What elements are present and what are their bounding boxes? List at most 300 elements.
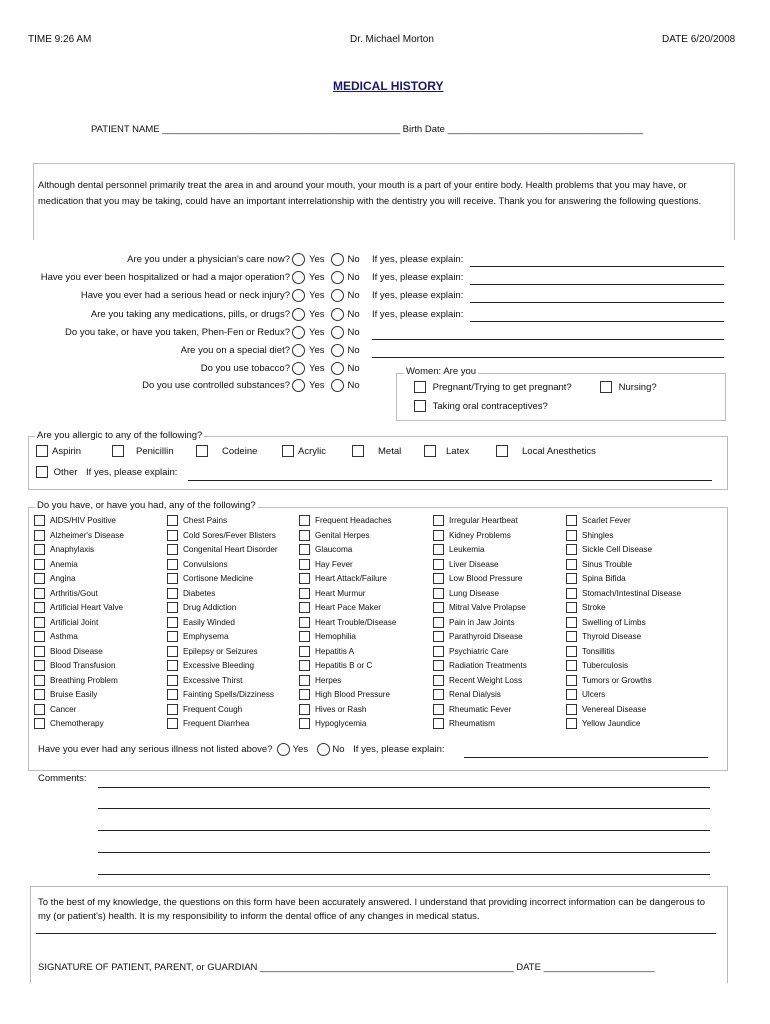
condition-checkbox[interactable] xyxy=(167,602,178,613)
no-label: No xyxy=(347,309,360,321)
condition-checkbox[interactable] xyxy=(566,675,577,686)
nursing-option[interactable] xyxy=(600,381,657,393)
condition-item[interactable] xyxy=(566,617,646,628)
condition-checkbox[interactable] xyxy=(167,544,178,555)
condition-checkbox[interactable] xyxy=(299,689,310,700)
condition-item[interactable] xyxy=(299,675,341,686)
condition-item[interactable] xyxy=(566,704,646,715)
condition-checkbox[interactable] xyxy=(433,602,444,613)
serious-yes-label: Yes xyxy=(292,744,309,756)
condition-checkbox[interactable] xyxy=(433,617,444,628)
condition-item[interactable] xyxy=(566,689,605,700)
condition-item[interactable] xyxy=(566,602,606,613)
condition-item[interactable] xyxy=(299,646,354,657)
explain-line[interactable] xyxy=(470,266,724,267)
yes-radio[interactable] xyxy=(292,271,305,284)
serious-explain-line[interactable] xyxy=(464,757,708,758)
condition-label: Bruise Easily xyxy=(50,690,98,699)
serious-no-radio[interactable] xyxy=(317,743,330,756)
condition-item[interactable] xyxy=(34,602,123,613)
condition-item[interactable] xyxy=(433,617,515,628)
condition-checkbox[interactable] xyxy=(566,718,577,729)
condition-item[interactable] xyxy=(299,704,366,715)
condition-checkbox[interactable] xyxy=(566,573,577,584)
condition-label: Thyroid Disease xyxy=(582,632,642,641)
condition-checkbox[interactable] xyxy=(433,573,444,584)
condition-checkbox[interactable] xyxy=(167,689,178,700)
allergy-label: Acrylic xyxy=(298,445,326,457)
condition-checkbox[interactable] xyxy=(433,718,444,729)
condition-label: Mitral Valve Prolapse xyxy=(449,603,526,612)
condition-checkbox[interactable] xyxy=(167,704,178,715)
condition-checkbox[interactable] xyxy=(566,515,577,526)
condition-item[interactable] xyxy=(167,559,228,570)
attestation-text: To the best of my knowledge, the questions on this form have been accurately answered. I understand that providing incorrect information can be dangerous to my (or patient's) health. It is my responsibility to inform the dental office of any changes in medical status. xyxy=(38,897,705,922)
condition-item[interactable] xyxy=(167,544,278,555)
condition-checkbox[interactable] xyxy=(167,675,178,686)
yes-radio[interactable] xyxy=(292,289,305,302)
no-radio[interactable] xyxy=(331,308,344,321)
yes-radio[interactable] xyxy=(292,308,305,321)
condition-checkbox[interactable] xyxy=(34,631,45,642)
question-text: Do you take, or have you taken, Phen-Fen or Redux? xyxy=(65,327,290,338)
yes-no-options xyxy=(292,271,360,284)
condition-checkbox[interactable] xyxy=(34,588,45,599)
allergy-checkbox[interactable] xyxy=(36,445,48,457)
yes-no-options xyxy=(292,379,360,392)
condition-item[interactable] xyxy=(299,515,391,526)
condition-checkbox[interactable] xyxy=(34,617,45,628)
condition-checkbox[interactable] xyxy=(433,515,444,526)
allergy-option[interactable] xyxy=(282,445,326,457)
condition-checkbox[interactable] xyxy=(167,588,178,599)
no-radio[interactable] xyxy=(331,326,344,339)
condition-item[interactable] xyxy=(167,660,254,671)
condition-item[interactable] xyxy=(433,544,485,555)
condition-checkbox[interactable] xyxy=(167,515,178,526)
birth-date-field[interactable]: _____________________________________ xyxy=(447,124,644,135)
condition-label: Yellow Jaundice xyxy=(582,719,641,728)
no-radio[interactable] xyxy=(331,379,344,392)
condition-checkbox[interactable] xyxy=(167,631,178,642)
condition-label: Hypoglycemia xyxy=(315,719,367,728)
nursing-checkbox[interactable] xyxy=(600,381,612,393)
condition-label: Epilepsy or Seizures xyxy=(183,646,258,656)
condition-label: Asthma xyxy=(50,632,78,641)
condition-item[interactable] xyxy=(299,573,387,584)
no-label: No xyxy=(347,254,360,266)
condition-checkbox[interactable] xyxy=(299,573,310,584)
condition-checkbox[interactable] xyxy=(34,718,45,729)
patient-name-label: PATIENT NAME xyxy=(91,124,160,135)
condition-label: Anaphylaxis xyxy=(50,545,95,554)
condition-checkbox[interactable] xyxy=(433,588,444,599)
condition-item[interactable] xyxy=(167,631,229,642)
condition-checkbox[interactable] xyxy=(299,588,310,599)
no-label: No xyxy=(347,290,360,302)
condition-checkbox[interactable] xyxy=(299,718,310,729)
condition-item[interactable] xyxy=(566,660,628,671)
question-row xyxy=(0,290,770,304)
condition-item[interactable] xyxy=(299,602,381,613)
condition-label: Angina xyxy=(50,574,76,583)
condition-label: Tonsillitis xyxy=(582,646,615,656)
condition-checkbox[interactable] xyxy=(34,660,45,671)
condition-item[interactable] xyxy=(566,544,652,555)
condition-checkbox[interactable] xyxy=(433,530,444,541)
condition-label: Congenital Heart Disorder xyxy=(183,545,278,554)
no-radio[interactable] xyxy=(331,271,344,284)
pregnant-checkbox[interactable] xyxy=(414,381,426,393)
condition-item[interactable] xyxy=(433,602,526,613)
condition-checkbox[interactable] xyxy=(167,718,178,729)
condition-checkbox[interactable] xyxy=(566,704,577,715)
question-text: Are you taking any medications, pills, or drugs? xyxy=(90,309,290,320)
allergy-label: Codeine xyxy=(222,445,258,457)
condition-item[interactable] xyxy=(167,530,276,541)
condition-item[interactable] xyxy=(167,617,235,628)
condition-checkbox[interactable] xyxy=(34,515,45,526)
condition-item[interactable] xyxy=(34,646,103,657)
condition-item[interactable] xyxy=(566,718,640,729)
condition-item[interactable] xyxy=(433,573,522,584)
condition-label: Artificial Heart Valve xyxy=(50,603,124,612)
condition-label: Blood Disease xyxy=(50,646,103,656)
condition-item[interactable] xyxy=(299,530,370,541)
allergy-option[interactable] xyxy=(112,445,174,457)
condition-label: Lung Disease xyxy=(449,588,500,598)
condition-checkbox[interactable] xyxy=(566,646,577,657)
condition-item[interactable] xyxy=(167,704,242,715)
condition-label: Rheumatism xyxy=(449,719,495,728)
yes-no-options xyxy=(292,326,360,339)
condition-item[interactable] xyxy=(566,588,681,599)
condition-item[interactable] xyxy=(167,588,215,599)
condition-label: Venereal Disease xyxy=(582,704,647,714)
condition-checkbox[interactable] xyxy=(433,559,444,570)
condition-item[interactable] xyxy=(34,631,78,642)
condition-checkbox[interactable] xyxy=(34,530,45,541)
condition-label: Sickle Cell Disease xyxy=(582,545,653,554)
condition-checkbox[interactable] xyxy=(167,530,178,541)
condition-item[interactable] xyxy=(299,588,366,599)
yes-label: Yes xyxy=(309,363,325,375)
women-legend: Women: Are you xyxy=(406,366,477,377)
signature-label: SIGNATURE OF PATIENT, PARENT, or GUARDIAN xyxy=(38,962,258,973)
condition-item[interactable] xyxy=(299,718,366,729)
condition-item[interactable] xyxy=(566,631,641,642)
condition-label: Heart Murmur xyxy=(315,588,366,598)
condition-item[interactable] xyxy=(167,718,249,729)
question-row xyxy=(0,309,770,323)
allergy-other-checkbox[interactable] xyxy=(36,466,48,478)
condition-item[interactable] xyxy=(433,646,509,657)
condition-checkbox[interactable] xyxy=(299,704,310,715)
no-radio[interactable] xyxy=(331,344,344,357)
no-radio[interactable] xyxy=(331,253,344,266)
yes-radio[interactable] xyxy=(292,326,305,339)
condition-label: Leukemia xyxy=(449,545,485,554)
condition-label: Cold Sores/Fever Blisters xyxy=(183,530,276,540)
yes-no-options xyxy=(292,289,360,302)
serious-illness-text: Have you ever had any serious illness not listed above? xyxy=(38,744,273,756)
condition-checkbox[interactable] xyxy=(34,602,45,613)
condition-checkbox[interactable] xyxy=(566,530,577,541)
condition-label: Pain in Jaw Joints xyxy=(449,617,515,627)
condition-item[interactable] xyxy=(34,588,98,599)
condition-checkbox[interactable] xyxy=(299,675,310,686)
condition-checkbox[interactable] xyxy=(433,544,444,555)
no-radio[interactable] xyxy=(331,289,344,302)
condition-item[interactable] xyxy=(167,689,274,700)
condition-item[interactable] xyxy=(433,689,501,700)
condition-label: Tumors or Growths xyxy=(582,675,652,685)
allergy-checkbox[interactable] xyxy=(352,445,364,457)
pregnant-option[interactable] xyxy=(414,381,572,393)
condition-item[interactable] xyxy=(34,660,116,671)
signature-field[interactable]: ________________________________________________ xyxy=(260,962,514,973)
allergy-other-option[interactable] xyxy=(36,466,177,478)
condition-checkbox[interactable] xyxy=(34,544,45,555)
condition-item[interactable] xyxy=(167,602,236,613)
yes-no-options xyxy=(292,362,360,375)
condition-checkbox[interactable] xyxy=(167,559,178,570)
condition-label: Easily Winded xyxy=(183,617,235,627)
condition-checkbox[interactable] xyxy=(566,631,577,642)
contraceptives-option[interactable] xyxy=(414,400,548,412)
condition-label: Frequent Headaches xyxy=(315,516,392,525)
yes-radio[interactable] xyxy=(292,379,305,392)
condition-checkbox[interactable] xyxy=(566,544,577,555)
allergy-option[interactable] xyxy=(196,445,257,457)
conditions-legend: Do you have, or have you had, any of the following? xyxy=(37,500,256,511)
yes-no-options xyxy=(292,253,360,266)
condition-item[interactable] xyxy=(34,573,76,584)
condition-checkbox[interactable] xyxy=(167,573,178,584)
birth-date-label: Birth Date xyxy=(402,124,445,135)
condition-label: Stroke xyxy=(582,603,606,612)
allergy-explain-label: If yes, please explain: xyxy=(86,466,178,478)
condition-label: Herpes xyxy=(315,675,342,685)
condition-item[interactable] xyxy=(566,573,626,584)
attestation-line[interactable] xyxy=(36,933,716,934)
question-text: Do you use tobacco? xyxy=(200,363,290,374)
condition-checkbox[interactable] xyxy=(34,573,45,584)
condition-item[interactable] xyxy=(566,515,631,526)
condition-item[interactable] xyxy=(34,675,118,686)
condition-item[interactable] xyxy=(433,515,518,526)
patient-name-field[interactable]: _____________________________________________ xyxy=(162,124,401,135)
condition-checkbox[interactable] xyxy=(433,675,444,686)
condition-checkbox[interactable] xyxy=(167,660,178,671)
condition-item[interactable] xyxy=(299,631,356,642)
allergy-label: Metal xyxy=(378,445,402,457)
condition-item[interactable] xyxy=(299,689,390,700)
condition-checkbox[interactable] xyxy=(433,660,444,671)
contraceptives-checkbox[interactable] xyxy=(414,400,426,412)
condition-item[interactable] xyxy=(34,515,116,526)
condition-item[interactable] xyxy=(566,646,615,657)
condition-label: Shingles xyxy=(582,530,614,540)
allergy-checkbox[interactable] xyxy=(282,445,294,457)
condition-checkbox[interactable] xyxy=(433,704,444,715)
condition-label: Irregular Heartbeat xyxy=(449,516,518,525)
yes-label: Yes xyxy=(309,380,325,392)
condition-label: Renal Dialysis xyxy=(449,690,501,699)
condition-checkbox[interactable] xyxy=(299,515,310,526)
yes-label: Yes xyxy=(309,290,325,302)
condition-label: Swelling of Limbs xyxy=(582,617,646,627)
condition-checkbox[interactable] xyxy=(566,559,577,570)
condition-item[interactable] xyxy=(299,660,372,671)
condition-checkbox[interactable] xyxy=(299,559,310,570)
condition-item[interactable] xyxy=(433,588,499,599)
condition-item[interactable] xyxy=(566,675,652,686)
explain-label: If yes, please explain: xyxy=(372,254,464,265)
yes-label: Yes xyxy=(309,309,325,321)
condition-item[interactable] xyxy=(34,530,124,541)
condition-label: Hives or Rash xyxy=(315,704,367,714)
condition-label: Anemia xyxy=(50,559,78,569)
comments-line[interactable] xyxy=(98,787,710,788)
condition-checkbox[interactable] xyxy=(299,530,310,541)
explain-line[interactable] xyxy=(372,339,724,340)
condition-checkbox[interactable] xyxy=(299,602,310,613)
allergy-checkbox[interactable] xyxy=(424,445,436,457)
condition-item[interactable] xyxy=(167,675,242,686)
condition-label: Chest Pains xyxy=(183,516,228,525)
condition-item[interactable] xyxy=(566,530,613,541)
condition-label: Breathing Problem xyxy=(50,675,118,685)
condition-checkbox[interactable] xyxy=(566,602,577,613)
condition-item[interactable] xyxy=(34,689,97,700)
condition-item[interactable] xyxy=(433,559,499,570)
page-title: MEDICAL HISTORY xyxy=(333,79,444,93)
yes-label: Yes xyxy=(309,272,325,284)
condition-label: Frequent Diarrhea xyxy=(183,719,250,728)
condition-checkbox[interactable] xyxy=(299,617,310,628)
condition-label: Radiation Treatments xyxy=(449,661,527,670)
condition-label: Hay Fever xyxy=(315,559,353,569)
condition-item[interactable] xyxy=(34,559,78,570)
condition-label: Glaucoma xyxy=(315,545,353,554)
condition-checkbox[interactable] xyxy=(433,631,444,642)
pregnant-label: Pregnant/Trying to get pregnant? xyxy=(432,381,572,393)
allergy-checkbox[interactable] xyxy=(196,445,208,457)
allergy-option[interactable] xyxy=(424,445,469,457)
condition-checkbox[interactable] xyxy=(433,689,444,700)
condition-item[interactable] xyxy=(34,617,98,628)
condition-item[interactable] xyxy=(433,530,511,541)
yes-label: Yes xyxy=(309,345,325,357)
yes-radio[interactable] xyxy=(292,253,305,266)
comments-line[interactable] xyxy=(98,808,710,809)
condition-checkbox[interactable] xyxy=(34,675,45,686)
condition-checkbox[interactable] xyxy=(299,646,310,657)
condition-checkbox[interactable] xyxy=(34,646,45,657)
condition-item[interactable] xyxy=(433,660,527,671)
condition-item[interactable] xyxy=(299,617,396,628)
condition-label: Ulcers xyxy=(582,690,606,699)
condition-label: AIDS/HIV Positive xyxy=(50,516,116,525)
condition-item[interactable] xyxy=(34,544,94,555)
condition-item[interactable] xyxy=(167,646,258,657)
condition-checkbox[interactable] xyxy=(566,617,577,628)
condition-item[interactable] xyxy=(167,573,253,584)
condition-checkbox[interactable] xyxy=(167,617,178,628)
condition-checkbox[interactable] xyxy=(299,544,310,555)
condition-item[interactable] xyxy=(299,559,353,570)
explain-line[interactable] xyxy=(470,284,724,285)
condition-checkbox[interactable] xyxy=(299,660,310,671)
comments-line[interactable] xyxy=(98,874,710,875)
condition-item[interactable] xyxy=(433,675,522,686)
condition-label: Frequent Cough xyxy=(183,704,243,714)
condition-label: Liver Disease xyxy=(449,559,499,569)
no-label: No xyxy=(347,272,360,284)
serious-illness-question xyxy=(38,743,445,756)
no-radio[interactable] xyxy=(331,362,344,375)
condition-label: Artificial Joint xyxy=(50,617,99,627)
allergy-option[interactable] xyxy=(352,445,401,457)
allergy-checkbox[interactable] xyxy=(496,445,508,457)
comments-line[interactable] xyxy=(98,852,710,853)
allergy-label: Penicillin xyxy=(136,445,174,457)
condition-checkbox[interactable] xyxy=(34,559,45,570)
condition-checkbox[interactable] xyxy=(34,689,45,700)
allergy-option[interactable] xyxy=(496,445,596,457)
condition-checkbox[interactable] xyxy=(433,646,444,657)
condition-checkbox[interactable] xyxy=(34,704,45,715)
condition-item[interactable] xyxy=(34,718,104,729)
condition-item[interactable] xyxy=(433,704,511,715)
allergy-checkbox[interactable] xyxy=(112,445,124,457)
condition-item[interactable] xyxy=(433,631,523,642)
condition-item[interactable] xyxy=(167,515,227,526)
condition-item[interactable] xyxy=(566,559,632,570)
question-row xyxy=(0,272,770,286)
condition-item[interactable] xyxy=(34,704,76,715)
comments-line[interactable] xyxy=(98,830,710,831)
condition-checkbox[interactable] xyxy=(566,689,577,700)
contraceptives-label: Taking oral contraceptives? xyxy=(432,400,548,412)
explain-line[interactable] xyxy=(372,357,724,358)
condition-label: Blood Transfusion xyxy=(50,661,116,670)
condition-checkbox[interactable] xyxy=(167,646,178,657)
yes-label: Yes xyxy=(309,254,325,266)
condition-label: Fainting Spells/Dizziness xyxy=(183,690,275,699)
condition-checkbox[interactable] xyxy=(566,588,577,599)
serious-no-label: No xyxy=(332,744,345,756)
comments-label: Comments: xyxy=(38,773,87,784)
question-text: Have you ever had a serious head or neck injury? xyxy=(80,290,290,301)
signature-date-field[interactable]: _____________________ xyxy=(543,962,655,973)
no-label: No xyxy=(347,380,360,392)
condition-item[interactable] xyxy=(299,544,352,555)
allergy-explain-line[interactable] xyxy=(188,480,712,481)
explain-line[interactable] xyxy=(470,321,724,322)
yes-radio[interactable] xyxy=(292,344,305,357)
intro-text: Although dental personnel primarily treat the area in and around your mouth, your mouth is a part of your entire body. Health problems that you may have, or medication that you may be taking, could have an important interrelationship with the dentistry you will receive. Thank you for answering the following questions. xyxy=(38,179,702,206)
condition-checkbox[interactable] xyxy=(566,660,577,671)
allergy-option[interactable] xyxy=(36,445,81,457)
condition-checkbox[interactable] xyxy=(299,631,310,642)
condition-item[interactable] xyxy=(433,718,495,729)
yes-radio[interactable] xyxy=(292,362,305,375)
condition-label: Low Blood Pressure xyxy=(449,574,523,583)
serious-yes-radio[interactable] xyxy=(277,743,290,756)
explain-line[interactable] xyxy=(470,302,724,303)
